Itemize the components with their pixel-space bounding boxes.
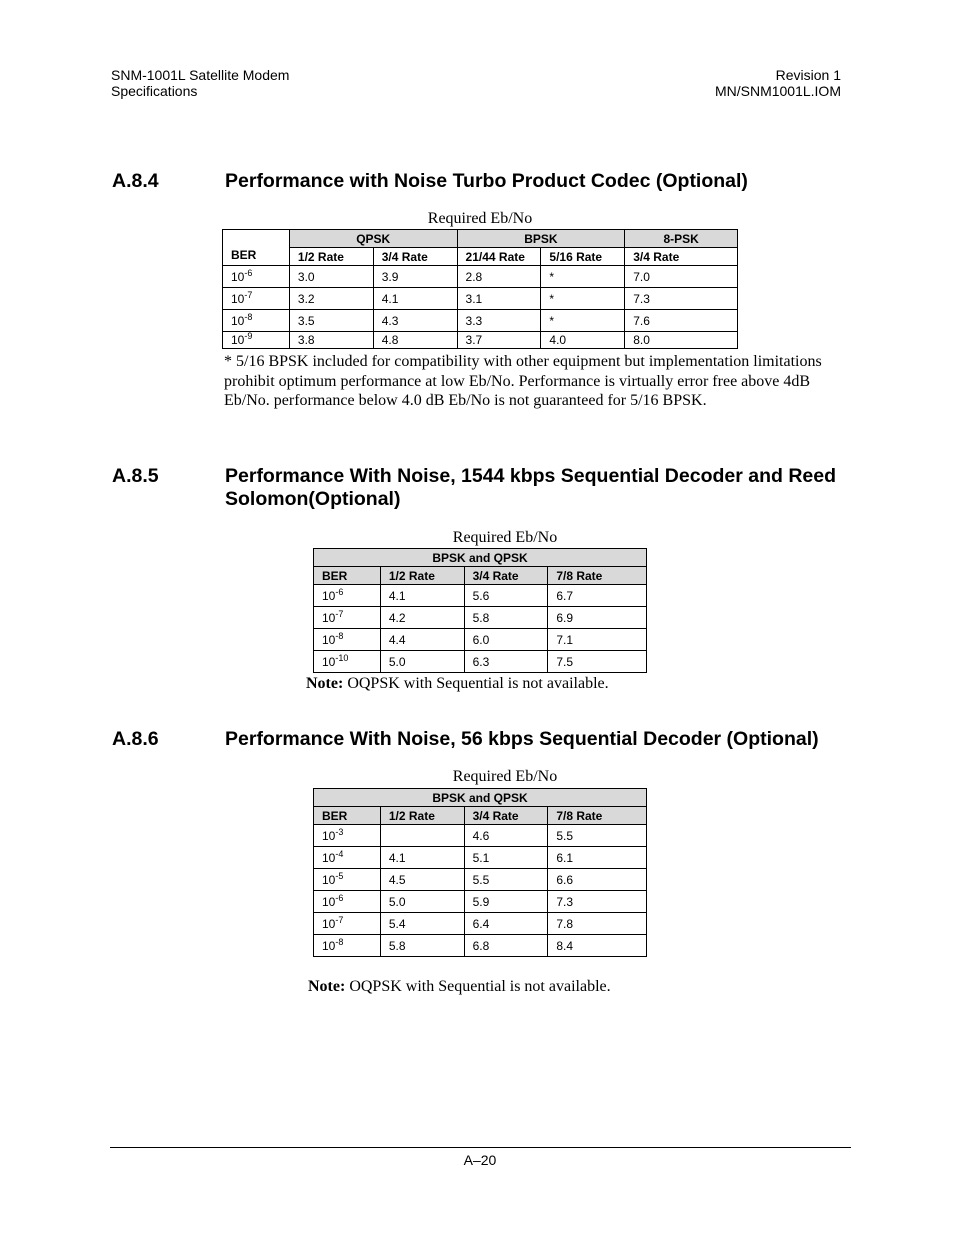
- col-header-ber: BER: [314, 567, 381, 585]
- table-group-row: [314, 549, 647, 567]
- page-number: A–20: [463, 1152, 497, 1168]
- value-cell: 4.0: [541, 332, 625, 349]
- value-cell: 4.6: [464, 825, 548, 847]
- value-cell: 3.9: [373, 266, 457, 288]
- value-cell: 3.0: [289, 266, 373, 288]
- ber-cell: $10^{-4}$: [314, 847, 381, 869]
- col-header: 1/2 Rate: [380, 807, 464, 825]
- value-cell: 3.1: [457, 288, 541, 310]
- section-title: Performance With Noise, 56 kbps Sequential Decoder (Optional): [225, 728, 819, 750]
- value-cell: 5.5: [464, 869, 548, 891]
- ber-cell: $10^{-3}$: [314, 825, 381, 847]
- table-row: [314, 847, 647, 869]
- sequential-1544-table: [313, 548, 647, 673]
- note-label: Note:: [306, 675, 344, 692]
- table-row: [314, 629, 647, 651]
- value-cell: 6.8: [464, 935, 548, 957]
- value-cell: 5.4: [380, 913, 464, 935]
- table-caption: Required Eb/No: [452, 529, 558, 546]
- table-row: [223, 266, 738, 288]
- value-cell: 3.2: [289, 288, 373, 310]
- col-header: 3/4 Rate: [373, 248, 457, 266]
- ber-cell: $10^{-10}$: [314, 651, 381, 673]
- ber-cell: $10^{-8}$: [314, 935, 381, 957]
- value-cell: 7.1: [548, 629, 647, 651]
- value-cell: 6.1: [548, 847, 647, 869]
- value-cell: 6.6: [548, 869, 647, 891]
- value-cell: 4.4: [380, 629, 464, 651]
- value-cell: 5.9: [464, 891, 548, 913]
- table-row: [314, 913, 647, 935]
- value-cell: 6.0: [464, 629, 548, 651]
- doc-product-title: SNM-1001L Satellite Modem: [111, 67, 290, 83]
- ber-cell: $10^{-8}$: [314, 629, 381, 651]
- table-row: [314, 585, 647, 607]
- value-cell: 7.3: [625, 288, 738, 310]
- table-row: [314, 651, 647, 673]
- ber-cell: $10^{-7}$: [314, 913, 381, 935]
- table-header-row: [314, 807, 647, 825]
- ber-cell: $10^{-6}$: [223, 266, 290, 288]
- section-title: Performance With Noise, 1544 kbps Sequential Decoder and Reed Solomon(Optional): [225, 465, 837, 510]
- value-cell: 7.6: [625, 310, 738, 332]
- table-note: [306, 674, 609, 694]
- table-caption: Required Eb/No: [452, 768, 558, 785]
- doc-header-right: [715, 67, 841, 99]
- doc-chapter-name: Specifications: [111, 83, 198, 99]
- ber-cell: $10^{-7}$: [314, 607, 381, 629]
- value-cell: 5.1: [464, 847, 548, 869]
- ber-cell: $10^{-8}$: [223, 310, 290, 332]
- group-header-bpsk: BPSK: [457, 230, 625, 248]
- value-cell: 4.5: [380, 869, 464, 891]
- ber-cell: $10^{-7}$: [223, 288, 290, 310]
- col-header: 3/4 Rate: [625, 248, 738, 266]
- footer-rule: [110, 1147, 851, 1148]
- value-cell: 2.8: [457, 266, 541, 288]
- value-cell: *: [541, 288, 625, 310]
- value-cell: 7.3: [548, 891, 647, 913]
- ber-cell: $10^{-6}$: [314, 891, 381, 913]
- table-row: [314, 825, 647, 847]
- col-header: 3/4 Rate: [464, 567, 548, 585]
- value-cell: 6.9: [548, 607, 647, 629]
- note-text: OQPSK with Sequential is not available.: [343, 675, 609, 692]
- value-cell: 3.5: [289, 310, 373, 332]
- ber-cell: $10^{-5}$: [314, 869, 381, 891]
- value-cell: 5.5: [548, 825, 647, 847]
- table-header-row: [314, 567, 647, 585]
- value-cell: 5.0: [380, 651, 464, 673]
- value-cell: 4.1: [373, 288, 457, 310]
- col-header-ber: BER: [314, 807, 381, 825]
- value-cell: [380, 825, 464, 847]
- table-group-row: [223, 230, 738, 248]
- value-cell: *: [541, 266, 625, 288]
- value-cell: 7.0: [625, 266, 738, 288]
- value-cell: 4.8: [373, 332, 457, 349]
- value-cell: 8.4: [548, 935, 647, 957]
- ber-cell: $10^{-9}$: [223, 332, 290, 349]
- value-cell: *: [541, 310, 625, 332]
- group-header: BPSK and QPSK: [314, 789, 647, 807]
- value-cell: 3.7: [457, 332, 541, 349]
- table-header-row: [223, 248, 738, 266]
- value-cell: 6.4: [464, 913, 548, 935]
- sequential-56-table: [313, 788, 647, 957]
- table-row: [223, 310, 738, 332]
- doc-revision: Revision 1: [775, 67, 841, 83]
- ber-cell: $10^{-6}$: [314, 585, 381, 607]
- group-header-qpsk: QPSK: [289, 230, 457, 248]
- col-header: 3/4 Rate: [464, 807, 548, 825]
- table-row: [314, 607, 647, 629]
- group-header: BPSK and QPSK: [314, 549, 647, 567]
- value-cell: 7.5: [548, 651, 647, 673]
- value-cell: 3.8: [289, 332, 373, 349]
- table-note: [308, 977, 611, 997]
- col-header: 5/16 Rate: [541, 248, 625, 266]
- value-cell: 5.0: [380, 891, 464, 913]
- col-header-ber: BER: [223, 230, 290, 266]
- table-row: [314, 935, 647, 957]
- section-title: Performance with Noise Turbo Product Codec (Optional): [225, 170, 748, 192]
- doc-header-left: [111, 67, 289, 99]
- col-header: 1/2 Rate: [380, 567, 464, 585]
- value-cell: 4.1: [380, 585, 464, 607]
- col-header: 21/44 Rate: [457, 248, 541, 266]
- value-cell: 5.8: [380, 935, 464, 957]
- table-row: [223, 332, 738, 349]
- turbo-codec-table: [222, 229, 738, 349]
- table-row: [314, 869, 647, 891]
- table-footnote: * 5/16 BPSK included for compatibility with other equipment but implementation limitations prohibit optimum performance at low Eb/No. Performance is virtually error free above 4dB Eb/No. performance below 4.0 dB Eb/No is not guaranteed for 5/16 BPSK.: [224, 353, 822, 409]
- section-number: A.8.6: [112, 728, 159, 750]
- note-label: Note:: [308, 978, 346, 995]
- col-header: 7/8 Rate: [548, 807, 647, 825]
- section-number: A.8.5: [112, 465, 159, 487]
- table-caption: Required Eb/No: [427, 210, 533, 227]
- col-header: 1/2 Rate: [289, 248, 373, 266]
- table-row: [314, 891, 647, 913]
- group-header-8psk: 8-PSK: [625, 230, 738, 248]
- doc-manual-number: MN/SNM1001L.IOM: [714, 83, 841, 99]
- value-cell: 7.8: [548, 913, 647, 935]
- table-row: [223, 288, 738, 310]
- value-cell: 6.3: [464, 651, 548, 673]
- value-cell: 5.6: [464, 585, 548, 607]
- value-cell: 4.3: [373, 310, 457, 332]
- col-header: 7/8 Rate: [548, 567, 647, 585]
- section-number: A.8.4: [112, 170, 159, 192]
- value-cell: 4.2: [380, 607, 464, 629]
- table-group-row: [314, 789, 647, 807]
- value-cell: 3.3: [457, 310, 541, 332]
- value-cell: 8.0: [625, 332, 738, 349]
- value-cell: 4.1: [380, 847, 464, 869]
- value-cell: 5.8: [464, 607, 548, 629]
- value-cell: 6.7: [548, 585, 647, 607]
- note-text: OQPSK with Sequential is not available.: [345, 978, 611, 995]
